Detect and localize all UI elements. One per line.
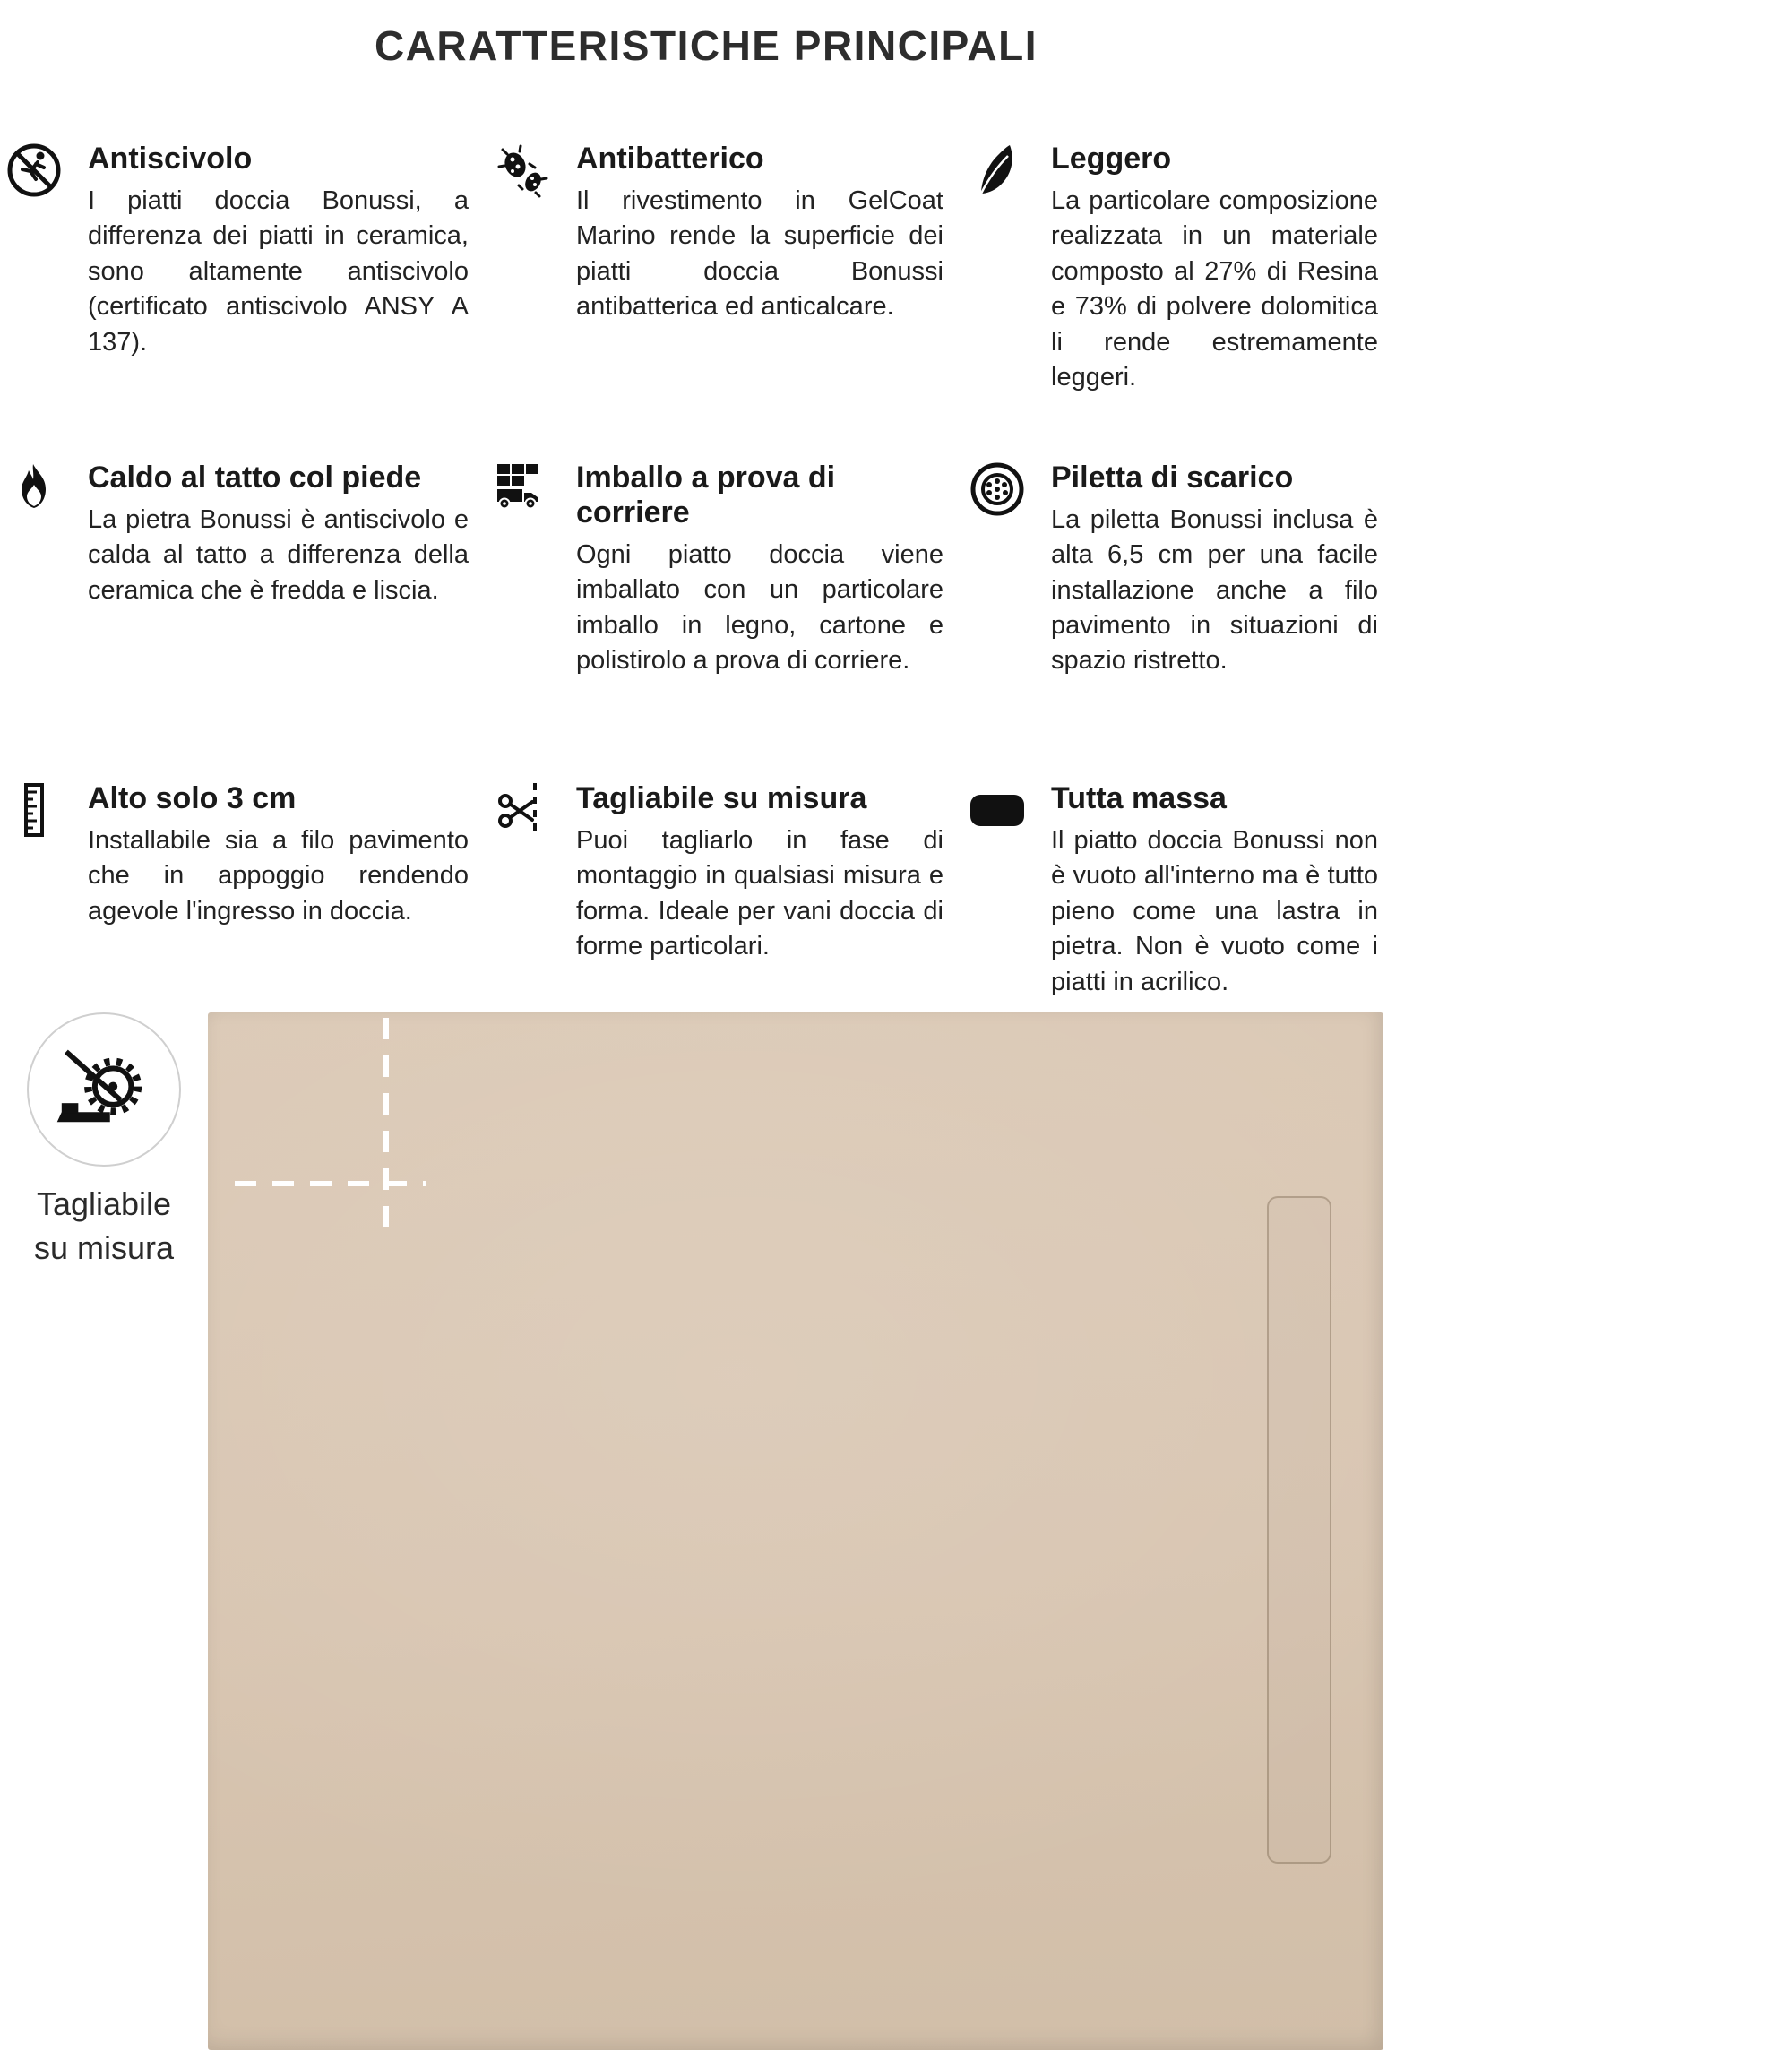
circular-saw-icon: [51, 1037, 157, 1142]
feature-text: Ogni piatto doccia viene imballato con un particolare imballo in legno, cartone e polistirolo a prova di corriere.: [576, 539, 943, 675]
feature-antiscivolo: [5, 142, 494, 396]
feature-text: Il rivestimento in GelCoat Marino rende la superficie dei piatti doccia Bonussi antibatterica ed anticalcare.: [576, 186, 943, 322]
badge-label-line-2: su misura: [33, 1228, 175, 1266]
feature-tutta-massa: [969, 781, 1403, 1000]
feature-caldo-al-tatto: [5, 461, 494, 679]
bacteria-icon: [494, 142, 551, 199]
feature-text: La particolare composizione realizzata in un materiale composto al 27% di Resina e 73% di polvere dolomitica li rende estremamente leggeri.: [1051, 186, 1378, 392]
feature-title: Caldo al tatto col piede: [88, 460, 422, 495]
feature-title: Tutta massa: [1051, 780, 1227, 815]
drain-cover: [1267, 1196, 1331, 1864]
ruler-icon: [5, 781, 63, 839]
feature-antibatterico: [494, 142, 969, 396]
feature-text: La piletta Bonussi inclusa è alta 6,5 cm per una facile installazione anche a filo pavimento in situazioni di spazio ristretto.: [1051, 504, 1378, 676]
cut-to-size-badge: [0, 1012, 208, 1270]
feature-text: La pietra Bonussi è antiscivolo e calda al tatto a differenza della ceramica che è fredda e liscia.: [88, 504, 469, 605]
badge-label-line-1: Tagliabile: [36, 1185, 172, 1222]
feature-text: Puoi tagliarlo in fase di montaggio in qualsiasi misura e forma. Ideale per vani doccia di forme particolari.: [576, 825, 943, 961]
truck-icon: [494, 461, 551, 518]
feature-title: Leggero: [1051, 142, 1172, 176]
feature-title: Piletta di scarico: [1051, 460, 1294, 495]
drain-icon: [969, 461, 1026, 518]
feature-text: Il piatto doccia Bonussi non è vuoto all'interno ma è tutto pieno come una lastra in pietra. Non è vuoto come i piatti in acrilico.: [1051, 825, 1378, 996]
feature-text: Installabile sia a filo pavimento che in appoggio rendendo agevole l'ingresso in doccia.: [88, 825, 469, 926]
feature-text: I piatti doccia Bonussi, a differenza dei piatti in ceramica, sono altamente antiscivolo (certificato antiscivolo ANSY A 137).: [88, 186, 469, 357]
cut-line-vertical: [383, 1018, 389, 1235]
feature-title: Tagliabile su misura: [576, 780, 867, 815]
feature-tagliabile: [494, 781, 969, 1000]
feature-title: Antiscivolo: [88, 142, 253, 176]
no-slip-icon: [5, 142, 63, 199]
solid-mass-icon: [969, 781, 1026, 839]
page-title: CARATTERISTICHE PRINCIPALI: [374, 22, 1038, 69]
flame-icon: [5, 461, 63, 518]
page: [0, 0, 1407, 1000]
scissors-icon: [494, 781, 551, 839]
feature-imballo: [494, 461, 969, 679]
feather-icon: [969, 142, 1026, 199]
feature-title: Alto solo 3 cm: [88, 780, 297, 815]
feature-alto-3cm: [5, 781, 494, 1000]
badge-label: [34, 1183, 174, 1270]
shower-tray-photo: [208, 1012, 1383, 2050]
feature-title: Imballo a prova di corriere: [576, 460, 836, 530]
badge-circle: [27, 1012, 181, 1167]
feature-piletta: [969, 461, 1403, 679]
bottom-section: [0, 1012, 1792, 2050]
feature-leggero: [969, 142, 1403, 396]
features-grid: [5, 142, 1407, 1000]
cut-line-horizontal: [235, 1181, 426, 1186]
feature-title: Antibatterico: [576, 142, 764, 176]
